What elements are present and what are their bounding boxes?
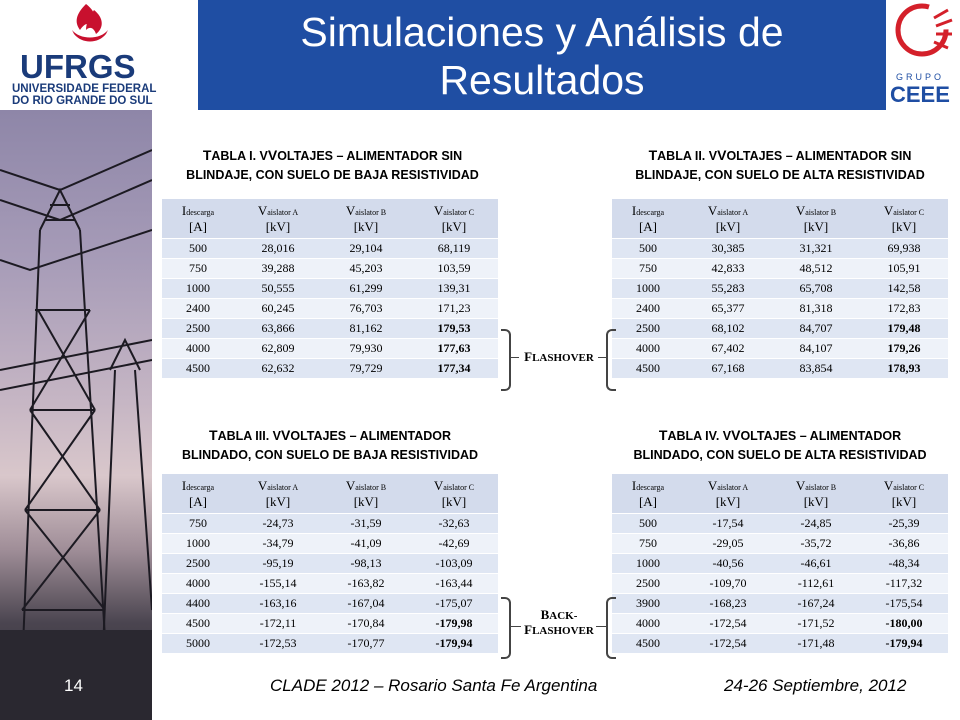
col-header-i: Idescarga [A] (612, 199, 684, 239)
table-header-row (162, 199, 498, 239)
col-header-vc: Vaislator C [kV] (860, 199, 948, 239)
table-header-row (612, 474, 948, 514)
table-header-row (162, 474, 498, 514)
table-row: 500 30,385 31,321 69,938 (612, 239, 948, 259)
table-row: 5000 -172,53 -170,77 -179,94 (162, 634, 498, 654)
col-header-vc: Vaislator C [kV] (410, 474, 498, 514)
col-header-vb: Vaislator B [kV] (772, 199, 860, 239)
svg-text:CEEE: CEEE (890, 82, 950, 107)
table-header-row (612, 199, 948, 239)
flashover-connector-left (511, 357, 519, 358)
table-row: 500 28,016 29,104 68,119 (162, 239, 498, 259)
back-flashover-label: BACK- FLASHOVER (524, 607, 594, 637)
title-bar (198, 0, 886, 110)
table-row: 4500 -172,54 -171,48 -179,94 (612, 634, 948, 654)
slide-title-line2: Resultados (439, 57, 645, 103)
table-1 (162, 199, 498, 379)
table-row: 500 -17,54 -24,85 -25,39 (612, 514, 948, 534)
table-row: 2500 68,102 84,707 179,48 (612, 319, 948, 339)
table-row: 2400 65,377 81,318 172,83 (612, 299, 948, 319)
ufrgs-emblem-icon (0, 0, 198, 110)
col-header-i: Idescarga [A] (162, 474, 234, 514)
table-2-caption: TABLA II. VVOLTAJES – ALIMENTADOR SIN BLINDAJE, CON SUELO DE ALTA RESISTIVIDAD (635, 147, 925, 182)
table-row: 2500 -95,19 -98,13 -103,09 (162, 554, 498, 574)
table-row: 4000 67,402 84,107 179,26 (612, 339, 948, 359)
slide-title (198, 8, 886, 104)
table-row: 4500 67,168 83,854 178,93 (612, 359, 948, 379)
table-row: 4000 62,809 79,930 177,63 (162, 339, 498, 359)
slide-title-line1: Simulaciones y Análisis de (300, 9, 784, 55)
table-row: 1000 -40,56 -46,61 -48,34 (612, 554, 948, 574)
svg-text:UFRGS: UFRGS (20, 48, 136, 85)
ceee-logo (886, 0, 960, 110)
conference-footer: CLADE 2012 – Rosario Santa Fe Argentina (270, 676, 598, 695)
col-header-vc: Vaislator C [kV] (860, 474, 948, 514)
table-row: 1000 50,555 61,299 139,31 (162, 279, 498, 299)
flashover-connector-right (598, 357, 606, 358)
table-row: 750 42,833 48,512 105,91 (612, 259, 948, 279)
table-row: 750 -24,73 -31,59 -32,63 (162, 514, 498, 534)
table-row: 3900 -168,23 -167,24 -175,54 (612, 594, 948, 614)
table-row: 2500 -109,70 -112,61 -117,32 (612, 574, 948, 594)
page-number: 14 (64, 676, 83, 695)
svg-text:DO RIO GRANDE DO SUL: DO RIO GRANDE DO SUL (12, 95, 153, 107)
back-flashover-connector-right (596, 626, 606, 627)
col-header-vb: Vaislator B [kV] (772, 474, 860, 514)
col-header-i: Idescarga [A] (612, 474, 684, 514)
col-header-vb: Vaislator B [kV] (322, 474, 410, 514)
table-row: 4400 -163,16 -167,04 -175,07 (162, 594, 498, 614)
flashover-label: FLASHOVER (524, 349, 594, 364)
table-3-caption: TABLA III. VVOLTAJES – ALIMENTADOR BLINDADO, CON SUELO DE BAJA RESISTIVIDAD (181, 427, 479, 462)
col-header-va: Vaislator A [kV] (234, 199, 322, 239)
col-header-vc: Vaislator C [kV] (410, 199, 498, 239)
table-row: 4500 -172,11 -170,84 -179,98 (162, 614, 498, 634)
col-header-va: Vaislator A [kV] (684, 199, 772, 239)
col-header-vb: Vaislator B [kV] (322, 199, 410, 239)
table-3 (162, 474, 498, 654)
transmission-tower-photo (0, 110, 152, 720)
flashover-bracket-left (501, 329, 511, 391)
ufrgs-logo (0, 0, 198, 110)
date-footer: 24-26 Septiembre, 2012 (724, 676, 907, 695)
table-4 (612, 474, 948, 654)
ceee-emblem-icon (886, 0, 960, 110)
back-flashover-bracket-right (606, 597, 616, 659)
table-row: 1000 -34,79 -41,09 -42,69 (162, 534, 498, 554)
table-row: 1000 55,283 65,708 142,58 (612, 279, 948, 299)
table-1-caption: TABLA I. VVOLTAJES – ALIMENTADOR SIN BLINDAJE, CON SUELO DE BAJA RESISTIVIDAD (186, 147, 479, 182)
svg-text:UNIVERSIDADE FEDERAL: UNIVERSIDADE FEDERAL (12, 83, 157, 95)
table-2 (612, 199, 948, 379)
back-flashover-bracket-left (501, 597, 511, 659)
tower-silhouette-icon (0, 110, 152, 720)
col-header-va: Vaislator A [kV] (234, 474, 322, 514)
table-4-caption: TABLA IV. VVOLTAJES – ALIMENTADOR BLINDADO, CON SUELO DE ALTA RESISTIVIDAD (633, 427, 927, 462)
table-row: 4000 -155,14 -163,82 -163,44 (162, 574, 498, 594)
col-header-va: Vaislator A [kV] (684, 474, 772, 514)
table-row: 750 39,288 45,203 103,59 (162, 259, 498, 279)
table-row: 750 -29,05 -35,72 -36,86 (612, 534, 948, 554)
svg-text:GRUPO: GRUPO (896, 72, 945, 82)
table-row: 2400 60,245 76,703 171,23 (162, 299, 498, 319)
table-row: 4500 62,632 79,729 177,34 (162, 359, 498, 379)
flashover-bracket-right (606, 329, 616, 391)
table-row: 2500 63,866 81,162 179,53 (162, 319, 498, 339)
col-header-i: Idescarga [A] (162, 199, 234, 239)
table-row: 4000 -172,54 -171,52 -180,00 (612, 614, 948, 634)
